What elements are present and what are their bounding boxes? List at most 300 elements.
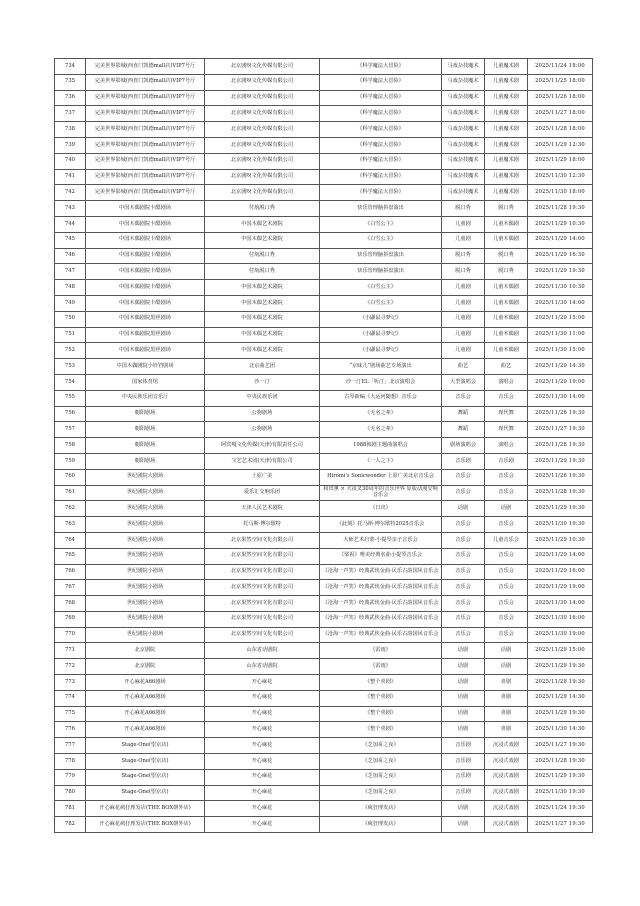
datetime-cell: 2025/11/29 19:30 [528,501,593,517]
organizer-cell: 阿宾嘎文化传媒(天津)有限责任公司 [205,438,320,454]
table-row [55,59,593,75]
datetime-cell: 2025/11/27 18:00 [528,106,593,122]
category-cell: 儿童剧 [442,311,485,327]
category-cell: 儿童剧 [442,232,485,248]
table-row [55,769,593,785]
venue-cell: 国家体育馆 [86,374,205,390]
category-cell: 马戏杂技魔术 [442,106,485,122]
datetime-cell: 2025/11/28 19:30 [528,675,593,691]
organizer-cell: 北京曲艺团 [205,359,320,375]
organizer-cell: 沙一汀 [205,374,320,390]
show-title-cell: 《沧海一声笑》经典武侠金曲·民乐古韵国风音乐会 [320,627,442,643]
subcategory-cell: 儿童魔术剧 [485,59,528,75]
venue-cell: 世纪剧院小剧场 [86,596,205,612]
show-title-cell: 《无名之辈》 [320,422,442,438]
venue-cell: 世纪剧院小剧场 [86,627,205,643]
table-row [55,327,593,343]
category-cell: 音乐会 [442,580,485,596]
datetime-cell: 2025/11/29 10:30 [528,532,593,548]
datetime-cell: 2025/11/28 18:00 [528,122,593,138]
organizer-cell: 北京果然空间文化有限公司 [205,548,320,564]
table-row [55,248,593,264]
row-number-cell: 782 [55,817,86,833]
row-number-cell: 737 [55,106,86,122]
subcategory-cell: 脱口秀 [485,201,528,217]
venue-cell: 中国木偶剧院卡酷剧场 [86,216,205,232]
subcategory-cell: 音乐会 [485,580,528,596]
venue-cell: 世纪剧院小剧场 [86,532,205,548]
category-cell: 音乐剧 [442,769,485,785]
table-row [55,106,593,122]
category-cell: 舞蹈 [442,422,485,438]
row-number-cell: 758 [55,438,86,454]
organizer-cell: 天津人民艺术剧院 [205,501,320,517]
category-cell: 马戏杂技魔术 [442,153,485,169]
venue-cell: 朝阳剧场 [86,453,205,469]
datetime-cell: 2025/11/29 19:30 [528,706,593,722]
show-title-cell: 《整个喜剧》 [320,722,442,738]
datetime-cell: 2025/11/29 15:00 [528,643,593,659]
organizer-cell: 付航脱口秀 [205,248,320,264]
category-cell: 儿童剧 [442,295,485,311]
show-title-cell: 《梁祝》唯美经典名曲小提琴音乐会 [320,548,442,564]
organizer-cell: 宝艺艺术团(天津)有限公司 [205,453,320,469]
datetime-cell: 2025/11/30 10:30 [528,280,593,296]
datetime-cell: 2025/11/25 18:00 [528,74,593,90]
show-title-cell: 《科学魔法大冒险》 [320,185,442,201]
organizer-cell: 北京果然空间文化有限公司 [205,564,320,580]
table-row [55,90,593,106]
venue-cell: 中国木偶剧院卡酷剧场 [86,232,205,248]
category-cell: 音乐剧 [442,785,485,801]
venue-cell: 世纪剧院小剧场 [86,548,205,564]
organizer-cell: 开心麻花 [205,706,320,722]
organizer-cell: 开心麻花 [205,675,320,691]
datetime-cell: 2025/11/29 10:30 [528,216,593,232]
row-number-cell: 772 [55,659,86,675]
datetime-cell: 2025/11/30 14:00 [528,596,593,612]
subcategory-cell: 音乐会 [485,469,528,485]
show-title-cell: 和田薰 × 犬夜叉30周年的音乐世界 原版动漫交响音乐会 [320,485,442,501]
venue-cell: 朝阳剧场 [86,422,205,438]
datetime-cell: 2025/11/29 16:30 [528,248,593,264]
show-title-cell: 《此刻》托马斯·博尔歇特2025音乐会 [320,517,442,533]
show-title-cell: 《整个喜剧》 [320,706,442,722]
row-number-cell: 738 [55,122,86,138]
row-number-cell: 764 [55,532,86,548]
category-cell: 话剧 [442,659,485,675]
organizer-cell: 中央民族乐团 [205,390,320,406]
show-title-cell: 1988韩剧主题曲演唱会 [320,438,442,454]
table-row [55,690,593,706]
organizer-cell: 北京剧呀文化传媒有限公司 [205,169,320,185]
subcategory-cell: 儿童魔术剧 [485,185,528,201]
venue-cell: 世纪剧院大剧场 [86,501,205,517]
venue-cell: 世纪剧院大剧场 [86,517,205,533]
subcategory-cell: 话剧 [485,659,528,675]
venue-cell: 完美世界影城(西直门凯德mall店)VIP7号厅 [86,137,205,153]
organizer-cell: 中国木偶艺术剧院 [205,327,320,343]
datetime-cell: 2025/11/28 19:30 [528,485,593,501]
subcategory-cell: 喜剧 [485,690,528,706]
table-row [55,359,593,375]
venue-cell: 世纪剧院大剧场 [86,469,205,485]
row-number-cell: 770 [55,627,86,643]
table-row [55,122,593,138]
table-row [55,754,593,770]
show-title-cell: 《白雪公主》 [320,232,442,248]
venue-cell: 中国木偶剧院小铃铛剧场 [86,359,205,375]
organizer-cell: 付航脱口秀 [205,264,320,280]
subcategory-cell: 脱口秀 [485,264,528,280]
subcategory-cell: 儿童木偶剧 [485,216,528,232]
organizer-cell: 北京剧呀文化传媒有限公司 [205,185,320,201]
row-number-cell: 742 [55,185,86,201]
organizer-cell: 公狗剧场 [205,422,320,438]
row-number-cell: 748 [55,280,86,296]
row-number-cell: 774 [55,690,86,706]
organizer-cell: 中国木偶艺术剧院 [205,216,320,232]
category-cell: 音乐会 [442,596,485,612]
organizer-cell: 爱乐汇交响乐团 [205,485,320,501]
organizer-cell: 山东省话剧院 [205,659,320,675]
organizer-cell: 北京剧呀文化传媒有限公司 [205,137,320,153]
datetime-cell: 2025/11/30 12:30 [528,169,593,185]
datetime-cell: 2025/11/29 14:30 [528,690,593,706]
subcategory-cell: 喜剧 [485,706,528,722]
row-number-cell: 778 [55,754,86,770]
category-cell: 马戏杂技魔术 [442,185,485,201]
organizer-cell: 开心麻花 [205,754,320,770]
row-number-cell: 757 [55,422,86,438]
table-row [55,343,593,359]
row-number-cell: 759 [55,453,86,469]
subcategory-cell: 儿童木偶剧 [485,280,528,296]
table-row [55,643,593,659]
show-title-cell: 《雷雨》 [320,643,442,659]
table-row [55,453,593,469]
venue-cell: 开心麻花疯狂理发店(THE BOX朝外店) [86,817,205,833]
category-cell: 话剧 [442,706,485,722]
organizer-cell: 北京剧呀文化传媒有限公司 [205,74,320,90]
subcategory-cell: 音乐会 [485,627,528,643]
venue-cell: 开心麻花A66剧场 [86,690,205,706]
category-cell: 马戏杂技魔术 [442,137,485,153]
venue-cell: Stage·One(望京店) [86,738,205,754]
venue-cell: 开心麻花A66剧场 [86,675,205,691]
venue-cell: 世纪剧院小剧场 [86,580,205,596]
datetime-cell: 2025/11/29 19:30 [528,264,593,280]
row-number-cell: 739 [55,137,86,153]
subcategory-cell: 儿童魔术剧 [485,90,528,106]
subcategory-cell: 沉浸式戏剧 [485,817,528,833]
table-row [55,374,593,390]
venue-cell: 朝阳剧场 [86,406,205,422]
row-number-cell: 753 [55,359,86,375]
row-number-cell: 761 [55,485,86,501]
organizer-cell: 开心麻花 [205,785,320,801]
show-title-cell: 古琴新编《大运河随想》音乐会 [320,390,442,406]
datetime-cell: 2025/11/30 11:00 [528,327,593,343]
venue-cell: 中国木偶剧院黑匣剧场 [86,327,205,343]
category-cell: 儿童剧 [442,216,485,232]
table-row [55,501,593,517]
category-cell: 音乐会 [442,390,485,406]
show-title-cell: 《沧海一声笑》经典武侠金曲·民乐古韵国风音乐会 [320,564,442,580]
show-title-cell: 《芝加哥之夜》 [320,754,442,770]
organizer-cell: 北京果然空间文化有限公司 [205,627,320,643]
show-title-cell: 《科学魔法大冒险》 [320,59,442,75]
venue-cell: 中国木偶剧院卡酷剧场 [86,201,205,217]
row-number-cell: 736 [55,90,86,106]
organizer-cell: 中国木偶艺术剧院 [205,343,320,359]
venue-cell: Stage·One(望京店) [86,754,205,770]
table-row [55,311,593,327]
datetime-cell: 2025/11/28 19:30 [528,754,593,770]
row-number-cell: 752 [55,343,86,359]
row-number-cell: 743 [55,201,86,217]
show-title-cell: 《日出》 [320,501,442,517]
subcategory-cell: 演唱会 [485,374,528,390]
show-title-cell: 《白雪公主》 [320,295,442,311]
subcategory-cell: 现代舞 [485,406,528,422]
datetime-cell: 2025/11/30 14:00 [528,295,593,311]
venue-cell: 世纪剧院小剧场 [86,611,205,627]
organizer-cell: 中国木偶艺术剧院 [205,280,320,296]
venue-cell: 朝阳剧场 [86,438,205,454]
row-number-cell: 740 [55,153,86,169]
row-number-cell: 779 [55,769,86,785]
datetime-cell: 2025/11/27 19:30 [528,422,593,438]
show-title-cell: 《科学魔法大冒险》 [320,137,442,153]
subcategory-cell: 音乐会 [485,596,528,612]
row-number-cell: 777 [55,738,86,754]
venue-cell: 完美世界影城(西直门凯德mall店)VIP7号厅 [86,74,205,90]
datetime-cell: 2025/11/29 14:00 [528,232,593,248]
datetime-cell: 2025/11/30 16:00 [528,611,593,627]
table-row [55,722,593,738]
datetime-cell: 2025/11/29 14:30 [528,359,593,375]
show-title-cell: 《白雪公主》 [320,280,442,296]
table-row [55,438,593,454]
show-title-cell: 《芝加哥之夜》 [320,785,442,801]
table-row [55,485,593,501]
show-title-cell: 《芝加哥之夜》 [320,738,442,754]
table-row [55,801,593,817]
table-row [55,548,593,564]
subcategory-cell: 喜剧 [485,722,528,738]
row-number-cell: 746 [55,248,86,264]
show-title-cell: 《沧海一声笑》经典武侠金曲·民乐古韵国风音乐会 [320,580,442,596]
datetime-cell: 2025/11/29 19:30 [528,659,593,675]
organizer-cell: 中国木偶艺术剧院 [205,295,320,311]
row-number-cell: 780 [55,785,86,801]
table-row [55,469,593,485]
table-row [55,137,593,153]
table-row [55,201,593,217]
category-cell: 音乐剧 [442,738,485,754]
organizer-cell: 北京剧呀文化传媒有限公司 [205,153,320,169]
organizer-cell: 公狗剧场 [205,406,320,422]
table-row [55,390,593,406]
datetime-cell: 2025/11/29 19:00 [528,374,593,390]
table-row [55,422,593,438]
row-number-cell: 755 [55,390,86,406]
category-cell: 话剧 [442,643,485,659]
venue-cell: 中国木偶剧院黑匣剧场 [86,343,205,359]
organizer-cell: 开心麻花 [205,722,320,738]
subcategory-cell: 喜剧 [485,675,528,691]
category-cell: 话剧 [442,501,485,517]
venue-cell: 中国木偶剧院卡酷剧场 [86,264,205,280]
show-title-cell: 《小鼹鼠寻梦记》 [320,311,442,327]
subcategory-cell: 音乐会 [485,390,528,406]
performance-schedule-table [54,58,593,833]
datetime-cell: 2025/11/30 18:00 [528,185,593,201]
subcategory-cell: 音乐会 [485,564,528,580]
category-cell: 音乐会 [442,548,485,564]
datetime-cell: 2025/11/29 19:30 [528,453,593,469]
organizer-cell: 中国木偶艺术剧院 [205,311,320,327]
show-title-cell: 《科学魔法大冒险》 [320,74,442,90]
subcategory-cell: 儿童木偶剧 [485,311,528,327]
venue-cell: 完美世界影城(西直门凯德mall店)VIP7号厅 [86,106,205,122]
organizer-cell: 北京果然空间文化有限公司 [205,580,320,596]
row-number-cell: 771 [55,643,86,659]
organizer-cell: 北京果然空间文化有限公司 [205,611,320,627]
show-title-cell: 快乐管理脑拼盘演出 [320,248,442,264]
category-cell: 音乐会 [442,564,485,580]
organizer-cell: 付航脱口秀 [205,201,320,217]
show-title-cell: 《沧海一声笑》经典武侠金曲·民乐古韵国风音乐会 [320,611,442,627]
category-cell: 脱口秀 [442,248,485,264]
category-cell: 音乐会 [442,517,485,533]
venue-cell: Stage·One(望京店) [86,769,205,785]
show-title-cell: 《整个喜剧》 [320,675,442,691]
category-cell: 脱口秀 [442,264,485,280]
subcategory-cell: 话剧 [485,501,528,517]
category-cell: 脱口秀 [442,201,485,217]
table-row [55,295,593,311]
table-row [55,406,593,422]
organizer-cell: 北京剧呀文化传媒有限公司 [205,90,320,106]
table-row [55,580,593,596]
row-number-cell: 760 [55,469,86,485]
row-number-cell: 769 [55,611,86,627]
show-title-cell: 《科学魔法大冒险》 [320,106,442,122]
show-title-cell: 快乐管理脑拼盘演出 [320,201,442,217]
show-title-cell: 《疯狂理发店》 [320,801,442,817]
venue-cell: 开心麻花A66剧场 [86,706,205,722]
venue-cell: 完美世界影城(西直门凯德mall店)VIP7号厅 [86,59,205,75]
row-number-cell: 776 [55,722,86,738]
venue-cell: Stage·One(望京店) [86,785,205,801]
category-cell: 剧场演唱会 [442,438,485,454]
subcategory-cell: 音乐会 [485,517,528,533]
datetime-cell: 2025/11/29 19:30 [528,769,593,785]
venue-cell: 开心麻花A66剧场 [86,722,205,738]
organizer-cell: 北京果然空间文化有限公司 [205,596,320,612]
category-cell: 曲艺 [442,359,485,375]
subcategory-cell: 儿童魔术剧 [485,106,528,122]
subcategory-cell: 音乐剧 [485,453,528,469]
organizer-cell: 开心麻花 [205,801,320,817]
category-cell: 音乐会 [442,485,485,501]
category-cell: 马戏杂技魔术 [442,122,485,138]
table-row [55,611,593,627]
show-title-cell: 《小鼹鼠寻梦记》 [320,327,442,343]
category-cell: 音乐会 [442,532,485,548]
show-title-cell: 《白雪公主》 [320,216,442,232]
row-number-cell: 749 [55,295,86,311]
datetime-cell: 2025/11/30 19:30 [528,785,593,801]
subcategory-cell: 音乐会 [485,548,528,564]
datetime-cell: 2025/11/24 19:30 [528,801,593,817]
row-number-cell: 735 [55,74,86,90]
row-number-cell: 741 [55,169,86,185]
subcategory-cell: 儿童木偶剧 [485,343,528,359]
row-number-cell: 765 [55,548,86,564]
datetime-cell: 2025/11/30 19:30 [528,517,593,533]
venue-cell: 世纪剧院小剧场 [86,564,205,580]
venue-cell: 开心麻花疯狂理发店(THE BOX朝外店) [86,801,205,817]
subcategory-cell: 脱口秀 [485,248,528,264]
show-title-cell: 《科学魔法大冒险》 [320,122,442,138]
organizer-cell: 开心麻花 [205,690,320,706]
row-number-cell: 775 [55,706,86,722]
category-cell: 大型演唱会 [442,374,485,390]
venue-cell: 中国木偶剧院卡酷剧场 [86,295,205,311]
show-title-cell: 《芝加哥之夜》 [320,769,442,785]
organizer-cell: 北京剧呀文化传媒有限公司 [205,106,320,122]
row-number-cell: 763 [55,517,86,533]
table-row [55,216,593,232]
organizer-cell: 开心麻花 [205,817,320,833]
table-row [55,169,593,185]
table-row [55,785,593,801]
datetime-cell: 2025/11/29 19:00 [528,580,593,596]
subcategory-cell: 儿童魔术剧 [485,169,528,185]
show-title-cell: 《疯狂理发店》 [320,817,442,833]
category-cell: 音乐会 [442,611,485,627]
row-number-cell: 773 [55,675,86,691]
venue-cell: 中国木偶剧院卡酷剧场 [86,248,205,264]
row-number-cell: 751 [55,327,86,343]
row-number-cell: 734 [55,59,86,75]
organizer-cell: 开心麻花 [205,769,320,785]
subcategory-cell: 音乐会 [485,611,528,627]
row-number-cell: 747 [55,264,86,280]
subcategory-cell: 沉浸式戏剧 [485,769,528,785]
organizer-cell: 中国木偶艺术剧院 [205,232,320,248]
show-title-cell: 《一人之下》 [320,453,442,469]
venue-cell: 完美世界影城(西直门凯德mall店)VIP7号厅 [86,185,205,201]
category-cell: 儿童剧 [442,280,485,296]
datetime-cell: 2025/11/30 14:30 [528,722,593,738]
category-cell: 话剧 [442,690,485,706]
table-row [55,280,593,296]
category-cell: 舞蹈 [442,406,485,422]
category-cell: 音乐剧 [442,453,485,469]
organizer-cell: 托马斯·博尔歇特 [205,517,320,533]
datetime-cell: 2025/11/26 18:00 [528,90,593,106]
venue-cell: 完美世界影城(西直门凯德mall店)VIP7号厅 [86,169,205,185]
subcategory-cell: 儿童魔术剧 [485,122,528,138]
datetime-cell: 2025/11/29 18:00 [528,153,593,169]
row-number-cell: 744 [55,216,86,232]
datetime-cell: 2025/11/24 18:00 [528,59,593,75]
organizer-cell: 开心麻花 [205,738,320,754]
